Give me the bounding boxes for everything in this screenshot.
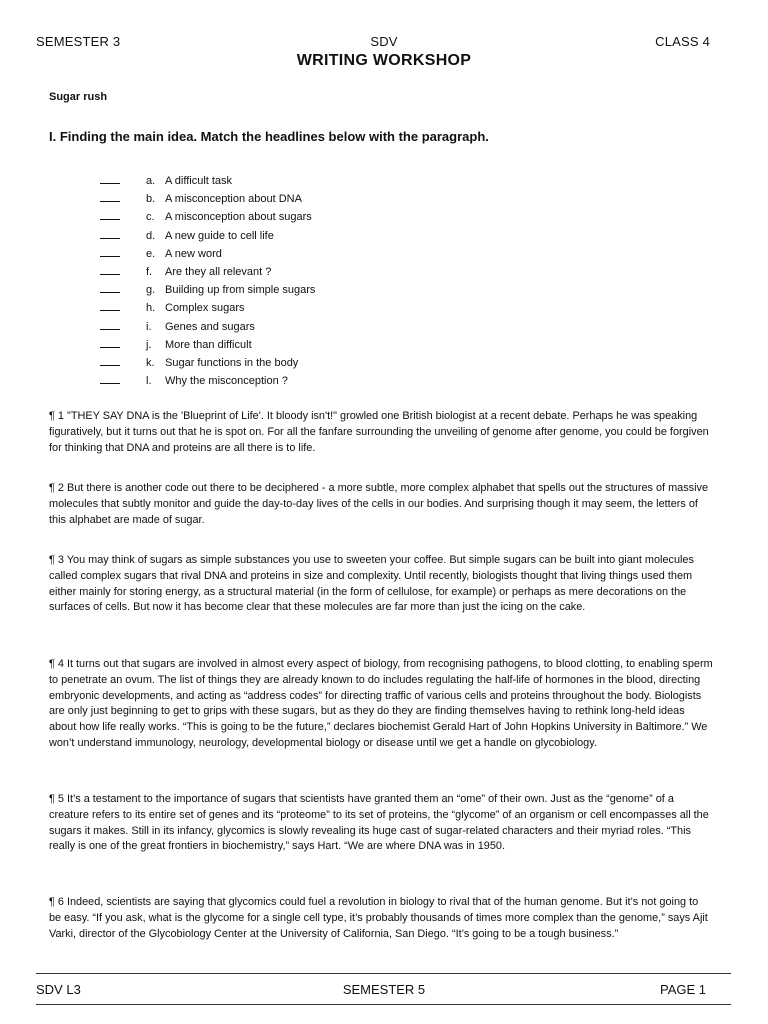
headline-text: Complex sugars: [165, 302, 245, 315]
headline-item: [100, 171, 315, 189]
headline-text: Are they all relevant ?: [165, 265, 272, 278]
headline-text: More than difficult: [165, 338, 252, 351]
headline-item: [100, 335, 315, 353]
answer-blank[interactable]: [100, 317, 120, 330]
answer-blank[interactable]: [100, 353, 120, 366]
headline-item: [100, 226, 315, 244]
paragraph-5: ¶ 5 It’s a testament to the importance of sugars that scientists have granted them an “ome” of their own. Just as the “genome” of a creature refers to its entire set of genes and its “proteome” to its set of proteins, the “glycome” of an organism or cell encompasses all the sugars it makes. Still in its infancy, glycomics is slowly revealing its huge cast of sugar-related characters and their myriad roles. “This really is one of the great frontiers in biochemistry,” says Hart. “We are where DNA was in 1950.: [49, 793, 709, 853]
headline-item: [100, 298, 315, 316]
footer-semester: SEMESTER 5: [342, 982, 426, 997]
headline-letter: g.: [146, 284, 156, 297]
headline-letter: i.: [146, 320, 152, 333]
answer-blank[interactable]: [100, 371, 120, 384]
headline-item: [100, 207, 315, 225]
headline-item: [100, 189, 315, 207]
headline-item: [100, 371, 315, 389]
paragraph-1: ¶ 1 "THEY SAY DNA is the 'Blueprint of Life'. It bloody isn't!" growled one British biologist at a recent debate. Perhaps he was speaking figuratively, but it turns out that he is spot on. For all the fanfare surrounding the unveiling of genome after genome, you could be forgiven for thinking that DNA and proteins are all there is to life.: [49, 410, 709, 454]
paragraph-2: ¶ 2 But there is another code out there to be deciphered - a more subtle, more complex alphabet that spells out the structures of massive molecules that subtly monitor and guide the day-to-day lives of the cells in our bodies. And surprising though it may seem, the letters of this alphabet are made of sugar.: [49, 482, 709, 526]
paragraph-6: ¶ 6 Indeed, scientists are saying that glycomics could fuel a revolution in biology to rival that of the human genome. But it’s not going to be easy. “If you ask, what is the glycome for a single cell type, it’s probably thousands of times more complex than the genome,” says Ajit Varki, director of the Glycobiology Center at the University of California, San Diego. “It’s going to be a tough business.”: [49, 896, 708, 940]
headline-item: [100, 244, 315, 262]
headline-letter: h.: [146, 302, 156, 315]
headline-text: A new word: [165, 247, 222, 260]
headline-text: Why the misconception ?: [165, 375, 288, 388]
answer-blank[interactable]: [100, 280, 120, 293]
footer-divider-top: [36, 973, 731, 974]
headline-letter: b.: [146, 193, 156, 206]
footer-course: SDV L3: [36, 982, 81, 997]
headline-text: Sugar functions in the body: [165, 356, 299, 369]
headline-text: Genes and sugars: [165, 320, 255, 333]
headline-text: Building up from simple sugars: [165, 284, 316, 297]
headline-letter: c.: [146, 211, 155, 224]
answer-blank[interactable]: [100, 262, 120, 275]
headline-item: [100, 317, 315, 335]
page-title: WRITING WORKSHOP: [296, 52, 472, 69]
headline-letter: a.: [146, 175, 156, 187]
document-subtitle: Sugar rush: [49, 91, 108, 103]
headline-item: [100, 280, 315, 298]
headline-list: [100, 171, 315, 389]
paragraph-3: ¶ 3 You may think of sugars as simple substances you use to sweeten your coffee. But simple sugars can be built into giant molecules called complex sugars that rival DNA and proteins in size and complexity. Until recently, biologists thought that living things used them either mainly for storing energy, as a structural material (in the form of cellulose, for example) or perhaps as mere decorations on the surfaces of cells. But now it has become clear that these molecules are far more than just the icing on the cake.: [49, 554, 694, 614]
footer-divider-bottom: [36, 1004, 731, 1005]
headline-letter: k.: [146, 356, 155, 369]
answer-blank[interactable]: [100, 226, 120, 239]
headline-item: [100, 262, 315, 280]
answer-blank[interactable]: [100, 244, 120, 257]
answer-blank[interactable]: [100, 171, 120, 184]
headline-letter: j.: [146, 338, 152, 351]
paragraph-4: ¶ 4 It turns out that sugars are involved in almost every aspect of biology, from recognising pathogens, to blood clotting, to enabling sperm to penetrate an ovum. The list of things they are already known to do includes regulating the half-life of hormones in the blood, directing embryonic developments, and acting as “address codes” for directing traffic of various cells and proteins throughout the body. Biologists are only just beginning to get to grips with these sugars, but as they do they are finding themselves having to rethink long-held ideas about how life really works. “This is going to be the future,” declares biochemist Gerald Hart of John Hopkins University in Baltimore.” We won’t understand immunology, neurology, developmental biology or disease until we get a handle on glycobiology.: [49, 658, 713, 749]
answer-blank[interactable]: [100, 298, 120, 311]
headline-text: A misconception about DNA: [165, 193, 302, 206]
header-semester: SEMESTER 3: [36, 34, 121, 49]
footer-page-number: PAGE 1: [659, 982, 706, 997]
headline-item: [100, 353, 315, 371]
answer-blank[interactable]: [100, 335, 120, 348]
headline-letter: l.: [146, 375, 152, 388]
headline-letter: e.: [146, 247, 156, 260]
headline-text: A difficult task: [165, 175, 233, 187]
headline-letter: f.: [146, 265, 153, 278]
headline-text: A misconception about sugars: [165, 211, 312, 224]
header-class: CLASS 4: [655, 34, 710, 49]
headline-text: A new guide to cell life: [165, 229, 274, 242]
answer-blank[interactable]: [100, 207, 120, 220]
answer-blank[interactable]: [100, 189, 120, 202]
header-course: SDV: [370, 34, 398, 49]
section-heading: I. Finding the main idea. Match the headlines below with the paragraph.: [49, 129, 489, 144]
headline-letter: d.: [146, 229, 156, 242]
